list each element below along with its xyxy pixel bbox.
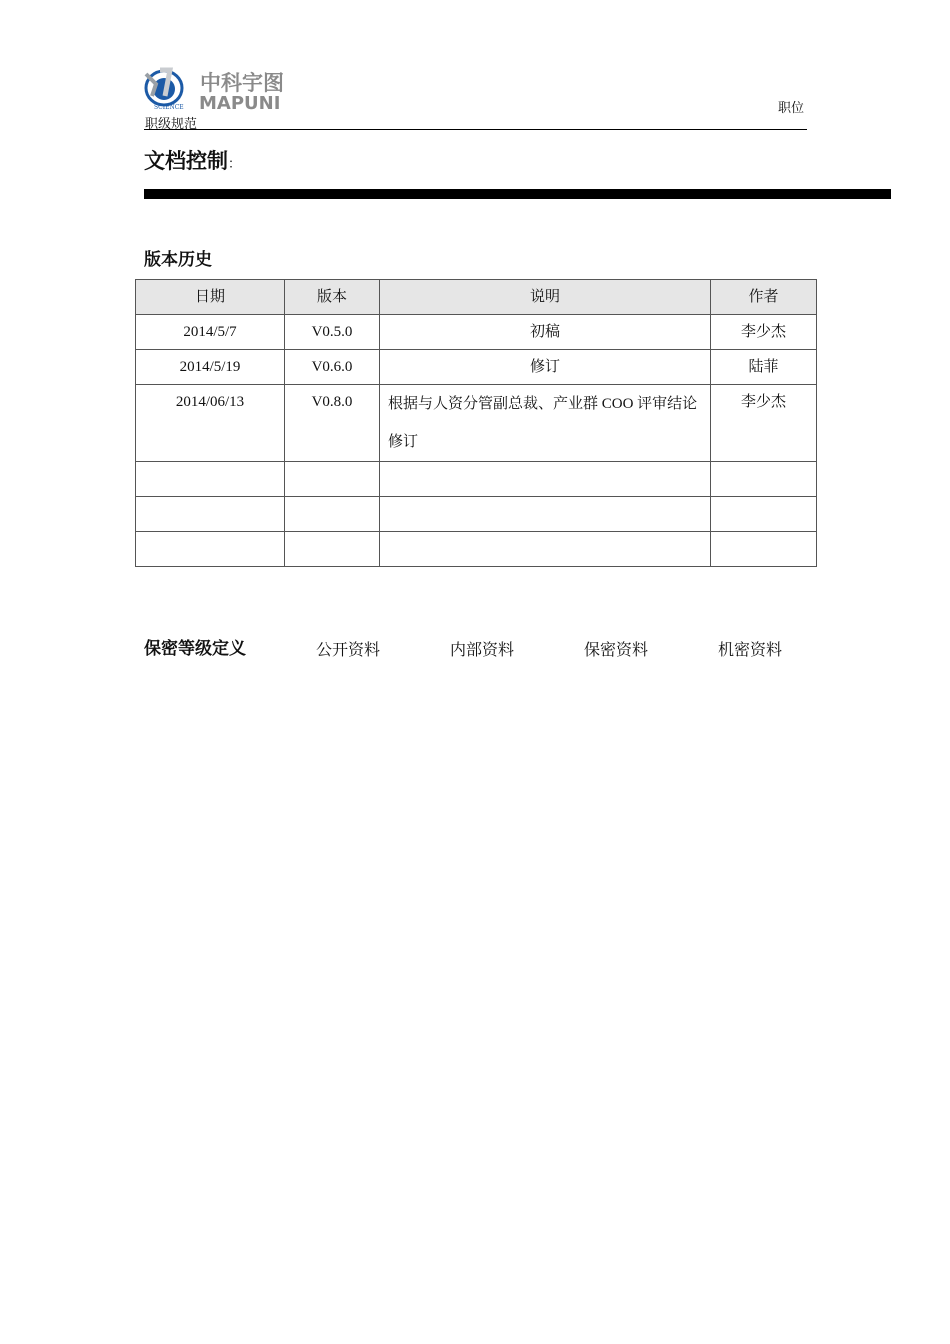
header-left-text: 职级规范 bbox=[145, 116, 198, 131]
table-header-row bbox=[136, 280, 817, 315]
table-row bbox=[136, 350, 817, 385]
doc-title-text: 文档控制 bbox=[144, 149, 228, 173]
doc-title-colon: ： bbox=[228, 157, 242, 172]
cell-author: 陆菲 bbox=[711, 350, 817, 385]
table-row bbox=[136, 315, 817, 350]
cell-desc: 初稿 bbox=[380, 315, 711, 350]
col-header-version: 版本 bbox=[285, 280, 380, 315]
cell-date: 2014/06/13 bbox=[136, 385, 285, 462]
confidentiality-option-public: 公开资料 bbox=[316, 642, 381, 659]
title-divider-bar bbox=[144, 189, 891, 199]
header-right-text: 职位 bbox=[778, 100, 805, 115]
col-header-desc: 说明 bbox=[380, 280, 711, 315]
cell-desc: 修订 bbox=[380, 350, 711, 385]
confidentiality-title: 保密等级定义 bbox=[144, 639, 246, 659]
cell-version: V0.5.0 bbox=[285, 315, 380, 350]
table-row-empty bbox=[136, 532, 817, 567]
confidentiality-option-confidential: 保密资料 bbox=[584, 642, 649, 659]
company-logo bbox=[142, 66, 302, 114]
version-history-table bbox=[135, 279, 817, 567]
col-header-date: 日期 bbox=[136, 280, 285, 315]
table-row-empty bbox=[136, 497, 817, 532]
doc-title bbox=[144, 145, 241, 175]
logo-small-text: SCIENCE bbox=[154, 104, 184, 111]
cell-author: 李少杰 bbox=[711, 315, 817, 350]
cell-author: 李少杰 bbox=[711, 385, 817, 462]
header-rule bbox=[144, 129, 807, 130]
confidentiality-option-secret: 机密资料 bbox=[718, 642, 783, 659]
cell-desc: 根据与人资分管副总裁、产业群 COO 评审结论修订 bbox=[380, 385, 711, 462]
col-header-author: 作者 bbox=[711, 280, 817, 315]
cell-version: V0.8.0 bbox=[285, 385, 380, 462]
logo-en-text: MAPUNI bbox=[199, 93, 281, 114]
cell-date: 2014/5/19 bbox=[136, 350, 285, 385]
table-row-empty bbox=[136, 462, 817, 497]
confidentiality-option-internal: 内部资料 bbox=[450, 642, 515, 659]
logo-cn-text: 中科宇图 bbox=[200, 71, 284, 95]
version-history-title: 版本历史 bbox=[144, 250, 212, 270]
table-row bbox=[136, 385, 817, 462]
cell-version: V0.6.0 bbox=[285, 350, 380, 385]
cell-date: 2014/5/7 bbox=[136, 315, 285, 350]
